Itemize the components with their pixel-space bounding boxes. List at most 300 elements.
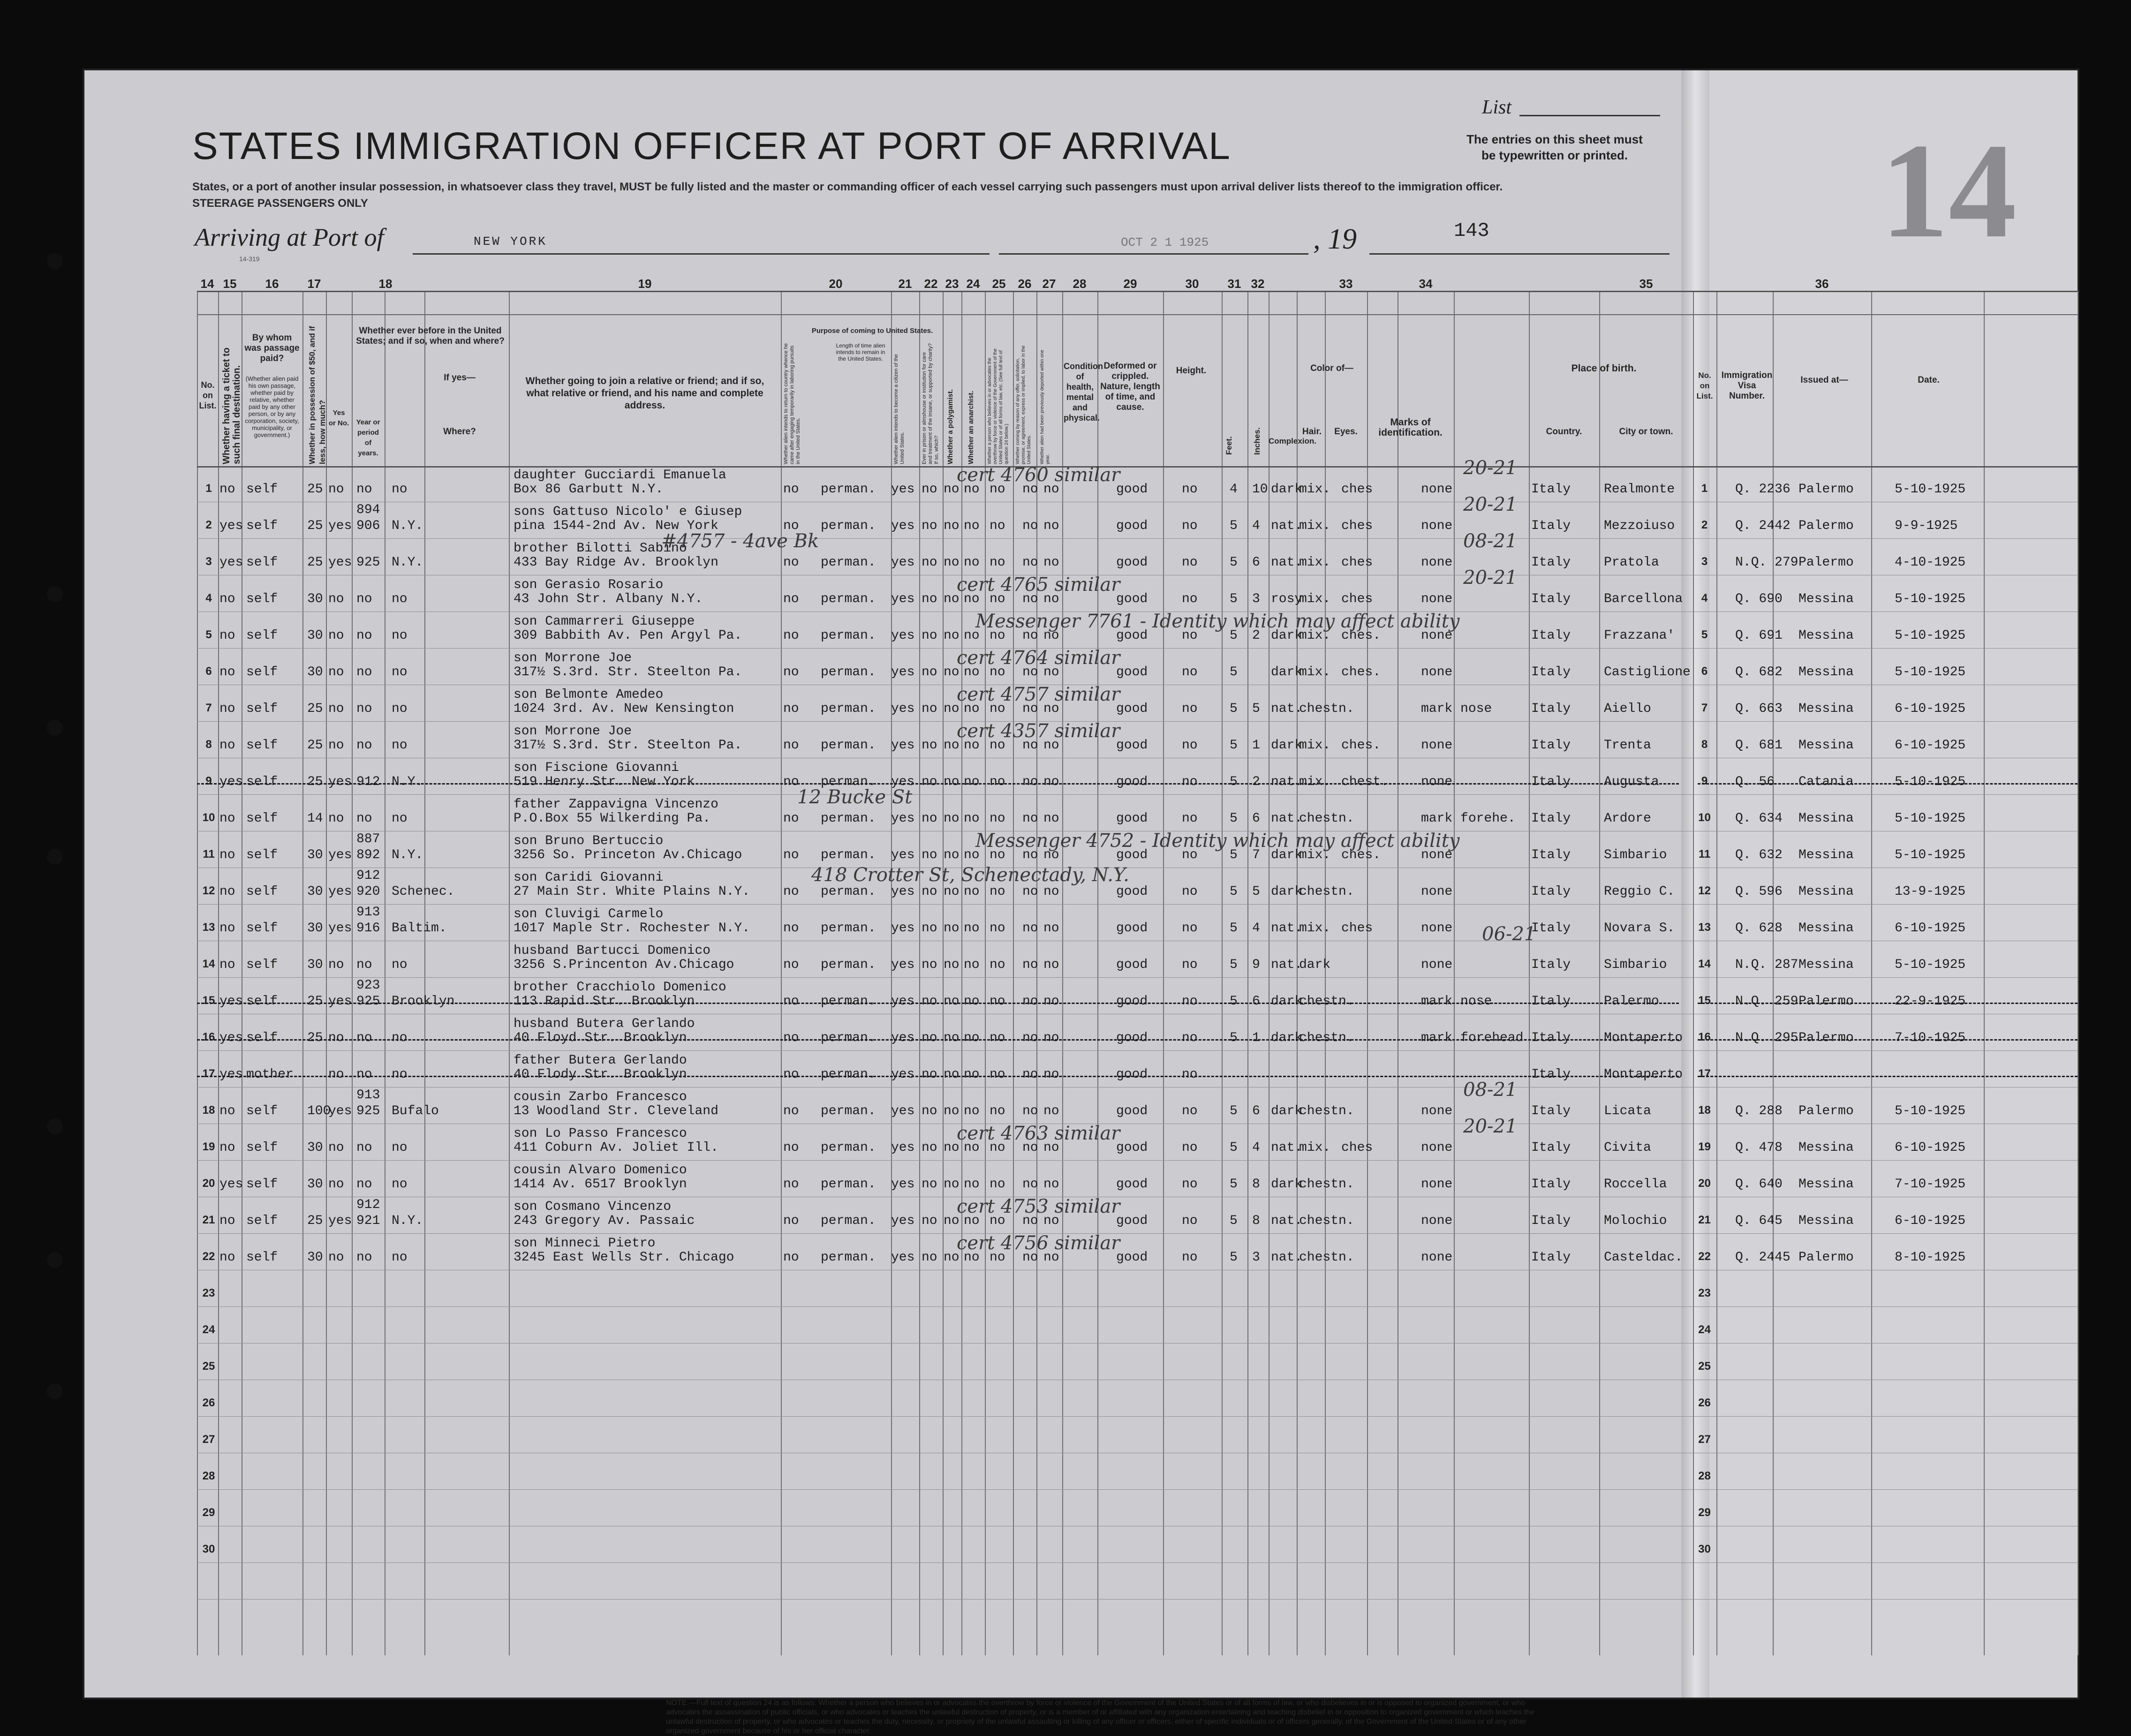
health-cell: good bbox=[1116, 702, 1148, 716]
year-cell: no bbox=[356, 811, 372, 826]
relative-name-cell: husband Butera Gerlando bbox=[514, 1017, 695, 1031]
row-number-right: 5 bbox=[1701, 628, 1708, 641]
health-cell: good bbox=[1116, 921, 1148, 936]
marks-cell: none bbox=[1421, 738, 1453, 753]
complexion-cell: dark bbox=[1271, 482, 1303, 497]
binder-hole bbox=[47, 1252, 63, 1268]
feet-cell: 5 bbox=[1230, 848, 1238, 862]
date-cell: 5-10-1925 bbox=[1895, 1104, 1966, 1118]
length-cell: perman. bbox=[821, 1140, 876, 1155]
visa-cell: Q. 681 bbox=[1735, 738, 1783, 753]
inches-cell: 3 bbox=[1252, 1250, 1260, 1265]
deformed-cell: no bbox=[1182, 994, 1198, 1009]
health-cell: good bbox=[1116, 519, 1148, 533]
row-number-right: 1 bbox=[1701, 482, 1708, 495]
hair-cell: mix. bbox=[1299, 555, 1331, 570]
inches-cell: 6 bbox=[1252, 1104, 1260, 1118]
length-cell: perman. bbox=[821, 592, 876, 606]
anarchist-cell: no bbox=[964, 665, 980, 679]
city-cell: Trenta bbox=[1604, 738, 1651, 753]
header-color-of: Color of— bbox=[1310, 363, 1353, 373]
marks-cell: none bbox=[1421, 1214, 1453, 1228]
prison-cell: no bbox=[922, 958, 937, 972]
handwritten-note: cert 4760 similar bbox=[957, 464, 1120, 486]
column-number: 19 bbox=[638, 277, 652, 291]
money-cell: 25 bbox=[307, 482, 323, 497]
visa-cell: Q. 56 bbox=[1735, 775, 1775, 789]
citizen-cell: yes bbox=[891, 665, 915, 679]
ticket-cell: yes bbox=[219, 555, 243, 570]
row-number-right: 11 bbox=[1698, 848, 1711, 860]
header-purpose-b: Length of time alien intends to remain in the United States. bbox=[836, 342, 885, 362]
column-rule bbox=[1097, 291, 1098, 1655]
header-passage-paid: By whom was passage paid? bbox=[244, 333, 300, 363]
citizen-cell: yes bbox=[891, 958, 915, 972]
inches-cell: 6 bbox=[1252, 811, 1260, 826]
polygamist-cell: no bbox=[944, 1031, 960, 1045]
deformed-cell: no bbox=[1182, 592, 1198, 606]
health-cell: good bbox=[1116, 555, 1148, 570]
citizen-cell: yes bbox=[891, 921, 915, 936]
date-cell: 6-10-1925 bbox=[1895, 738, 1966, 753]
cancel-strike bbox=[1698, 1076, 2078, 1077]
ticket-cell: no bbox=[219, 811, 235, 826]
relative-address-cell: 1024 3rd. Av. New Kensington bbox=[514, 702, 734, 716]
year-above-cell: 913 bbox=[356, 1088, 380, 1102]
health-cell: good bbox=[1116, 665, 1148, 679]
polygamist-cell: no bbox=[944, 775, 960, 789]
anarchist-cell: no bbox=[964, 884, 980, 899]
issued-cell: Messina bbox=[1799, 628, 1854, 643]
date-stamp: OCT 2 1 1925 bbox=[1121, 235, 1209, 249]
header-city: City or town. bbox=[1619, 427, 1673, 437]
column-rule bbox=[1529, 291, 1530, 1655]
row-number-right: 15 bbox=[1698, 994, 1711, 1007]
marks-cell: none bbox=[1421, 592, 1453, 606]
column-rule bbox=[424, 291, 425, 1655]
money-cell: 30 bbox=[307, 665, 323, 679]
handwritten-note: 20-21 bbox=[1463, 457, 1518, 479]
row-number-right: 19 bbox=[1698, 1140, 1711, 1153]
polygamist-cell: no bbox=[944, 665, 960, 679]
anarchist-cell: no bbox=[964, 1214, 980, 1228]
purpose-cell: no bbox=[783, 848, 799, 862]
money-cell: 100 bbox=[307, 1104, 331, 1118]
ticket-cell: yes bbox=[219, 994, 243, 1009]
relative-address-cell: 309 Babbith Av. Pen Argyl Pa. bbox=[514, 628, 742, 643]
prison-cell: no bbox=[922, 1067, 937, 1082]
city-cell: Augusta bbox=[1604, 775, 1659, 789]
before-cell: yes bbox=[328, 519, 352, 533]
hair-cell: chestn. bbox=[1299, 1104, 1354, 1118]
relative-name-cell: father Butera Gerlando bbox=[514, 1053, 687, 1068]
date-cell: 5-10-1925 bbox=[1895, 811, 1966, 826]
binder-hole bbox=[47, 849, 63, 865]
offer-cell: no bbox=[1022, 921, 1038, 936]
relative-address-cell: 317½ S.3rd. Str. Steelton Pa. bbox=[514, 738, 742, 753]
deformed-cell: no bbox=[1182, 811, 1198, 826]
health-cell: good bbox=[1116, 1250, 1148, 1265]
complexion-cell: dark bbox=[1271, 1031, 1303, 1045]
paid-by-cell: self bbox=[246, 811, 278, 826]
q24-cell: no bbox=[990, 1067, 1005, 1082]
year-above-cell: 913 bbox=[356, 905, 380, 920]
paid-by-cell: self bbox=[246, 1250, 278, 1265]
prison-cell: no bbox=[922, 738, 937, 753]
row-rule bbox=[197, 1050, 2078, 1051]
row-number: 23 bbox=[202, 1287, 215, 1299]
length-cell: perman. bbox=[821, 1250, 876, 1265]
row-number: 8 bbox=[205, 738, 212, 751]
row-rule bbox=[197, 538, 2078, 539]
health-cell: good bbox=[1116, 884, 1148, 899]
binder-hole bbox=[47, 586, 63, 602]
length-cell: perman. bbox=[821, 775, 876, 789]
visa-cell: N.Q. 295 bbox=[1735, 1031, 1799, 1045]
handwritten-note: cert 4763 similar bbox=[957, 1123, 1120, 1144]
year-cell: no bbox=[356, 1140, 372, 1155]
deformed-cell: no bbox=[1182, 555, 1198, 570]
deported-cell: no bbox=[1043, 1177, 1059, 1192]
header-hair: Hair. bbox=[1302, 427, 1322, 437]
deported-cell: no bbox=[1043, 775, 1059, 789]
header-place-birth: Place of birth. bbox=[1571, 363, 1637, 374]
where-cell: N.Y. bbox=[392, 775, 423, 789]
health-cell: good bbox=[1116, 1104, 1148, 1118]
year-cell: no bbox=[356, 592, 372, 606]
health-cell: good bbox=[1116, 482, 1148, 497]
hair-cell: chestn. bbox=[1299, 1031, 1354, 1045]
inches-cell: 4 bbox=[1252, 519, 1260, 533]
row-number: 10 bbox=[202, 811, 215, 824]
citizen-cell: yes bbox=[891, 1177, 915, 1192]
date-cell: 7-10-1925 bbox=[1895, 1177, 1966, 1192]
where-cell: no bbox=[392, 482, 408, 497]
column-rule bbox=[509, 291, 510, 1655]
row-number: 11 bbox=[203, 848, 215, 860]
prison-cell: no bbox=[922, 884, 937, 899]
where-cell: no bbox=[392, 1250, 408, 1265]
deported-cell: no bbox=[1043, 1067, 1059, 1082]
deported-cell: no bbox=[1043, 1140, 1059, 1155]
visa-cell: N.Q. 287 bbox=[1735, 958, 1799, 972]
prison-cell: no bbox=[922, 702, 937, 716]
row-number-right: 22 bbox=[1698, 1250, 1711, 1263]
money-cell: 30 bbox=[307, 848, 323, 862]
paid-by-cell: self bbox=[246, 994, 278, 1009]
date-cell: 22-9-1925 bbox=[1895, 994, 1966, 1009]
header-deported: Whether alien had been previously deported within one year. bbox=[1040, 349, 1050, 464]
offer-cell: no bbox=[1022, 1104, 1038, 1118]
polygamist-cell: no bbox=[944, 1140, 960, 1155]
row-number-right: 2 bbox=[1701, 519, 1708, 531]
purpose-cell: no bbox=[783, 1177, 799, 1192]
inches-cell: 3 bbox=[1252, 592, 1260, 606]
row-number-right: 12 bbox=[1698, 884, 1711, 897]
where-cell: no bbox=[392, 1031, 408, 1045]
header-q24: Whether a person who believes in or advocates the overthrow by force or violence of the Government of the United States or of all forms of law, etc. (See full text of question 24 below.) bbox=[987, 348, 1009, 464]
row-number-right: 23 bbox=[1698, 1287, 1711, 1299]
row-number: 17 bbox=[202, 1067, 215, 1080]
anarchist-cell: no bbox=[964, 848, 980, 862]
paid-by-cell: self bbox=[246, 555, 278, 570]
column-rule bbox=[326, 291, 327, 1655]
column-rule bbox=[781, 291, 782, 1655]
deported-cell: no bbox=[1043, 1250, 1059, 1265]
marks-cell: none bbox=[1421, 921, 1453, 936]
before-cell: no bbox=[328, 1140, 344, 1155]
city-cell: Novara S. bbox=[1604, 921, 1675, 936]
hair-cell: mix. bbox=[1299, 519, 1331, 533]
before-cell: no bbox=[328, 811, 344, 826]
hair-cell: mix. bbox=[1299, 592, 1331, 606]
marks-cell: mark nose bbox=[1421, 702, 1492, 716]
year-cell: no bbox=[356, 702, 372, 716]
money-cell: 25 bbox=[307, 519, 323, 533]
citizen-cell: yes bbox=[891, 628, 915, 643]
year-cell: 925 bbox=[356, 994, 380, 1009]
country-cell: Italy bbox=[1531, 1067, 1571, 1082]
before-cell: yes bbox=[328, 1214, 352, 1228]
marks-cell: none bbox=[1421, 628, 1453, 643]
inches-cell: 6 bbox=[1252, 555, 1260, 570]
deformed-cell: no bbox=[1182, 884, 1198, 899]
column-number: 14 bbox=[200, 277, 214, 291]
country-cell: Italy bbox=[1531, 1177, 1571, 1192]
header-country: Country. bbox=[1546, 427, 1582, 437]
country-cell: Italy bbox=[1531, 811, 1571, 826]
q24-cell: no bbox=[990, 665, 1005, 679]
deported-cell: no bbox=[1043, 628, 1059, 643]
complexion-cell: dark bbox=[1271, 848, 1303, 862]
prison-cell: no bbox=[922, 1250, 937, 1265]
offer-cell: no bbox=[1022, 1031, 1038, 1045]
q24-cell: no bbox=[990, 702, 1005, 716]
hair-cell: chestn. bbox=[1299, 884, 1354, 899]
offer-cell: no bbox=[1022, 482, 1038, 497]
prison-cell: no bbox=[922, 555, 937, 570]
date-cell: 5-10-1925 bbox=[1895, 958, 1966, 972]
offer-cell: no bbox=[1022, 702, 1038, 716]
row-number: 16 bbox=[202, 1031, 215, 1043]
complexion-cell: nat. bbox=[1271, 555, 1303, 570]
year-cell: no bbox=[356, 628, 372, 643]
cancel-strike bbox=[197, 1003, 1679, 1004]
feet-cell: 4 bbox=[1230, 482, 1238, 497]
ticket-cell: no bbox=[219, 958, 235, 972]
deformed-cell: no bbox=[1182, 665, 1198, 679]
marks-cell: none bbox=[1421, 482, 1453, 497]
where-cell: Schenec. bbox=[392, 884, 455, 899]
visa-cell: Q. 640 bbox=[1735, 1177, 1783, 1192]
feet-cell: 5 bbox=[1230, 958, 1238, 972]
inches-cell: 8 bbox=[1252, 1177, 1260, 1192]
relative-name-cell: son Cosmano Vincenzo bbox=[514, 1200, 672, 1214]
row-number-right: 21 bbox=[1698, 1214, 1711, 1226]
hair-cell: mix. bbox=[1299, 848, 1331, 862]
column-number: 26 bbox=[1018, 277, 1032, 291]
column-number: 16 bbox=[265, 277, 279, 291]
city-cell: Palermo bbox=[1604, 994, 1659, 1009]
purpose-cell: no bbox=[783, 738, 799, 753]
visa-cell: Q. 634 bbox=[1735, 811, 1783, 826]
inches-cell: 6 bbox=[1252, 994, 1260, 1009]
q24-cell: no bbox=[990, 555, 1005, 570]
feet-cell: 5 bbox=[1230, 519, 1238, 533]
year-above-cell: 887 bbox=[356, 832, 380, 846]
column-rule bbox=[218, 291, 219, 1655]
paid-by-cell: self bbox=[246, 738, 278, 753]
relative-address-cell: 411 Coburn Av. Joliet Ill. bbox=[514, 1140, 718, 1155]
polygamist-cell: no bbox=[944, 848, 960, 862]
where-cell: N.Y. bbox=[392, 519, 423, 533]
marks-cell: mark forehe. bbox=[1421, 811, 1516, 826]
ticket-cell: no bbox=[219, 482, 235, 497]
paid-by-cell: self bbox=[246, 519, 278, 533]
row-number-right: 13 bbox=[1698, 921, 1711, 934]
cancel-strike bbox=[197, 1039, 1679, 1041]
where-cell: no bbox=[392, 738, 408, 753]
ticket-cell: no bbox=[219, 1250, 235, 1265]
row-number: 27 bbox=[202, 1433, 215, 1446]
paid-by-cell: self bbox=[246, 1104, 278, 1118]
country-cell: Italy bbox=[1531, 994, 1571, 1009]
offer-cell: no bbox=[1022, 1177, 1038, 1192]
where-cell: Baltim. bbox=[392, 921, 447, 936]
paid-by-cell: self bbox=[246, 1177, 278, 1192]
issued-cell: Messina bbox=[1799, 702, 1854, 716]
row-number-right: 20 bbox=[1698, 1177, 1711, 1190]
header-yes-no: Yes or No. bbox=[328, 409, 349, 427]
visa-cell: Q. 478 bbox=[1735, 1140, 1783, 1155]
paid-by-cell: self bbox=[246, 775, 278, 789]
money-cell: 30 bbox=[307, 884, 323, 899]
q24-cell: no bbox=[990, 1031, 1005, 1045]
issued-cell: Messina bbox=[1799, 1177, 1854, 1192]
handwritten-note: cert 4756 similar bbox=[957, 1232, 1120, 1254]
header-year: Year or period of years. bbox=[356, 418, 380, 457]
city-cell: Roccella bbox=[1604, 1177, 1667, 1192]
relative-address-cell: P.O.Box 55 Wilkerding Pa. bbox=[514, 811, 711, 826]
purpose-cell: no bbox=[783, 665, 799, 679]
complexion-cell: dark bbox=[1271, 665, 1303, 679]
complexion-cell: nat. bbox=[1271, 775, 1303, 789]
relative-name-cell: son Minneci Pietro bbox=[514, 1236, 656, 1251]
visa-cell: Q. 628 bbox=[1735, 921, 1783, 936]
q24-cell: no bbox=[990, 775, 1005, 789]
marks-cell: none bbox=[1421, 884, 1453, 899]
complexion-cell: nat. bbox=[1271, 1214, 1303, 1228]
port-line bbox=[413, 253, 990, 255]
row-rule bbox=[197, 1489, 2078, 1490]
complexion-cell: nat. bbox=[1271, 1250, 1303, 1265]
row-rule bbox=[197, 977, 2078, 978]
inches-cell: 10 bbox=[1252, 482, 1268, 497]
visa-cell: N.Q. 259 bbox=[1735, 994, 1799, 1009]
where-cell: no bbox=[392, 702, 408, 716]
prison-cell: no bbox=[922, 1031, 937, 1045]
purpose-cell: no bbox=[783, 921, 799, 936]
money-cell: 30 bbox=[307, 1177, 323, 1192]
relative-address-cell: 43 John Str. Albany N.Y. bbox=[514, 592, 703, 606]
q24-cell: no bbox=[990, 482, 1005, 497]
issued-cell: Messina bbox=[1799, 592, 1854, 606]
marks-cell: none bbox=[1421, 1250, 1453, 1265]
header-ticket: Whether having a ticket to such final destination. bbox=[221, 347, 242, 464]
citizen-cell: yes bbox=[891, 1104, 915, 1118]
prison-cell: no bbox=[922, 1214, 937, 1228]
issued-cell: Messina bbox=[1799, 1140, 1854, 1155]
paid-by-cell: self bbox=[246, 665, 278, 679]
prison-cell: no bbox=[922, 1140, 937, 1155]
city-cell: Realmonte bbox=[1604, 482, 1675, 497]
money-cell: 25 bbox=[307, 1031, 323, 1045]
q24-cell: no bbox=[990, 848, 1005, 862]
relative-name-cell: son Cammarreri Giuseppe bbox=[514, 614, 695, 629]
citizen-cell: yes bbox=[891, 738, 915, 753]
city-cell: Montaperto bbox=[1604, 1067, 1683, 1082]
row-number: 24 bbox=[202, 1323, 215, 1336]
money-cell: 30 bbox=[307, 1250, 323, 1265]
issued-cell: Messina bbox=[1799, 848, 1854, 862]
header-anarchist: Whether an anarchist. bbox=[967, 391, 975, 464]
health-cell: good bbox=[1116, 848, 1148, 862]
inches-cell: 4 bbox=[1252, 921, 1260, 936]
feet-cell: 5 bbox=[1230, 1104, 1238, 1118]
country-cell: Italy bbox=[1531, 775, 1571, 789]
inches-cell: 8 bbox=[1252, 1214, 1260, 1228]
ticket-cell: yes bbox=[219, 1067, 243, 1082]
money-cell: 25 bbox=[307, 555, 323, 570]
money-cell: 14 bbox=[307, 811, 323, 826]
before-cell: no bbox=[328, 1031, 344, 1045]
feet-cell: 5 bbox=[1230, 555, 1238, 570]
column-rule bbox=[1222, 291, 1223, 1655]
row-rule bbox=[197, 1306, 2078, 1307]
before-cell: no bbox=[328, 628, 344, 643]
row-number-right: 28 bbox=[1698, 1470, 1711, 1482]
header-visa-number: Immigration Visa Number. bbox=[1721, 370, 1773, 401]
eyes-cell: ches. bbox=[1341, 848, 1381, 862]
column-number: 35 bbox=[1639, 277, 1653, 291]
date-cell: 6-10-1925 bbox=[1895, 1214, 1966, 1228]
row-number: 12 bbox=[202, 884, 215, 897]
instructions-text: States, or a port of another insular possession, in whatsoever class they travel, MUST be fully listed and the master or commanding officer of each vessel carrying such passengers must upon arrival deliver lists thereof to the immigration officer. bbox=[192, 181, 1503, 193]
column-number: 30 bbox=[1185, 277, 1199, 291]
stamp-number: 143 bbox=[1454, 219, 1489, 242]
feet-cell: 5 bbox=[1230, 1177, 1238, 1192]
list-label: List bbox=[1482, 97, 1512, 118]
q24-cell: no bbox=[990, 1250, 1005, 1265]
before-cell: no bbox=[328, 1067, 344, 1082]
list-line bbox=[1519, 115, 1660, 116]
country-cell: Italy bbox=[1531, 884, 1571, 899]
header-complexion: Complexion. bbox=[1269, 437, 1317, 445]
city-cell: Simbario bbox=[1604, 958, 1667, 972]
date-cell: 13-9-1925 bbox=[1895, 884, 1966, 899]
deported-cell: no bbox=[1043, 921, 1059, 936]
column-rule bbox=[961, 291, 962, 1655]
header-money: Whether in possession of $50, and if less, how much? bbox=[308, 326, 327, 464]
health-cell: good bbox=[1116, 628, 1148, 643]
column-number: 22 bbox=[924, 277, 938, 291]
offer-cell: no bbox=[1022, 1250, 1038, 1265]
before-cell: yes bbox=[328, 921, 352, 936]
complexion-cell: nat. bbox=[1271, 519, 1303, 533]
deformed-cell: no bbox=[1182, 1104, 1198, 1118]
hair-cell: chestn. bbox=[1299, 1214, 1354, 1228]
offer-cell: no bbox=[1022, 884, 1038, 899]
